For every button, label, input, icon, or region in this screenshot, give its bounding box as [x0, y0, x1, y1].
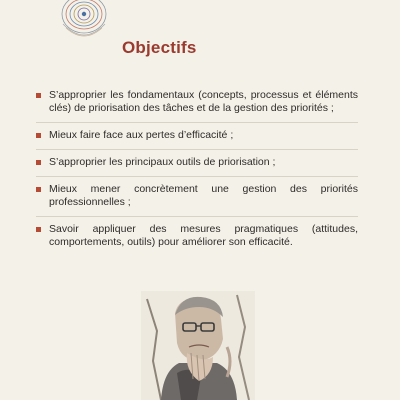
bullet-icon — [36, 93, 41, 98]
thinking-man-illustration — [141, 291, 255, 400]
objective-text: S’approprier les principaux outils de priorisation ; — [49, 156, 276, 168]
spiral-logo-image — [55, 0, 113, 44]
objective-text: Savoir appliquer des mesures pragmatiques (attitudes, comportements, outils) pour améliorer son efficacité. — [49, 223, 358, 248]
bullet-icon — [36, 187, 41, 192]
page-title: Objectifs — [122, 38, 197, 57]
objective-text: Mieux faire face aux pertes d’efficacité ; — [49, 129, 234, 141]
list-item — [36, 89, 358, 123]
objective-text: Mieux mener concrètement une gestion des priorités professionnelles ; — [49, 183, 358, 208]
bullet-icon — [36, 160, 41, 165]
bullet-icon — [36, 133, 41, 138]
list-item — [36, 183, 358, 217]
objective-text: S’approprier les fondamentaux (concepts, processus et éléments clés) de priorisation des tâches et de la gestion des priorités ; — [49, 89, 358, 114]
objectives-list — [36, 89, 358, 262]
bullet-icon — [36, 227, 41, 232]
list-item — [36, 223, 358, 256]
list-item — [36, 129, 358, 150]
list-item — [36, 156, 358, 177]
